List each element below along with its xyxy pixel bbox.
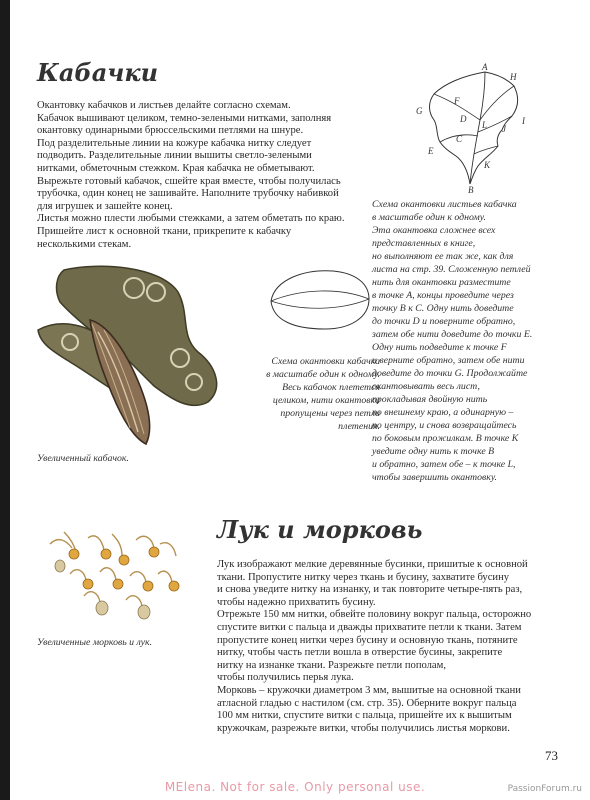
leaf-diagram-caption: Схема окантовки листьев кабачка в масштабе один к одному. Эта окантовка сложнее всех представленных в книге, но выполняют ее так же, как для листа на стр. 39. Сложенную петлей нить для окантовки разместите в точке А, концы проведите через точку В к С. Одну нить доведите до точки D и поверните обратно, затем обе нити доведите до точки Е. Одну нить подведите к точке F и верните обратно, затем обе нити доведите до точки G. Продолжайте окантовывать весь лист, прокладывая двойную нить по внешнему краю, а одинарную – по центру, и снова возвращайтесь по боковым прожилкам. В точке К уведите одну нить к точке В и обратно, затем обе – к точке L, чтобы завершить окантовку. — [372, 199, 533, 483]
section-title-onion-carrot: Лук и морковь — [217, 515, 423, 544]
zucchini-lace-photo — [30, 262, 230, 450]
page-number: 73 — [545, 748, 558, 763]
leaf-label-c: C — [456, 134, 463, 144]
leaf-label-f: F — [454, 96, 460, 106]
site-watermark: PassionForum.ru — [507, 784, 582, 794]
leaf-label-e: E — [428, 146, 434, 156]
leaf-label-d: D — [460, 114, 467, 124]
leaf-label-b: B — [468, 185, 474, 194]
leaf-label-j: J — [502, 124, 506, 134]
section-body-zucchini: Окантовку кабачков и листьев делайте согласно схемам. Кабачок вышивают целиком, темно-зелеными нитками, заполняя окантовку одинарными брюссельскими петлями на шнуре. Под разделительные линии на кожуре кабачка нитку следует подводить. Разделительные линии вышиты светло-зелеными нитками, обметочным стежком. Края кабачка не обметывают. Вырежьте готовый кабачок, сшейте края вместе, чтобы получилась трубочка, один конец не зашивайте. Наполните трубочку набивкой для игрушек и зашейте конец. Листья можно плести любыми стежками, а затем обметать по краю. Пришейте лист к основной ткани, прикрепите к кабачку несколькими стекам. — [37, 100, 345, 250]
leaf-outline-diagram — [410, 62, 550, 194]
leaf-label-a: A — [482, 62, 488, 72]
zucchini-diagram-caption: Схема окантовки кабачка в масштабе один к одному. Весь кабачок плетется целиком, нити окантовки пропущены через петли плетения. — [266, 356, 380, 432]
carrots-photo-caption: Увеличенные морковь и лук. — [37, 637, 153, 648]
zucchini-outline-diagram — [265, 265, 375, 335]
watermark: MElena. Not for sale. Only personal use. — [164, 780, 426, 794]
leaf-label-h: H — [510, 72, 517, 82]
leaf-label-k: K — [484, 160, 491, 170]
page-spine-edge — [0, 0, 10, 800]
carrots-onions-photo — [40, 522, 200, 628]
section-title-zucchini: Кабачки — [37, 58, 159, 87]
leaf-label-g: G — [416, 106, 423, 116]
section-body-onion-carrot: Лук изображают мелкие деревянные бусинки, пришитые к основной ткани. Пропустите нитку через ткань и бусину, захватите бусину и снова уведите нитку на изнанку, и так повторите четыре-пять раз, чтобы надежно прихватить бусину. Отрежьте 150 мм нитки, обвейте половину вокруг пальца, осторожно спустите витки с пальца и дважды прихватите петли к ткани. Затем пропустите конец нитки через бусину и основную ткань, потяните нитку, чтобы часть петли вошла в отверстие бусины, закрепите нитку на изнанке ткани. Разрежьте петли пополам, чтобы получились перья лука. Морковь – кружочки диаметром 3 мм, вышитые на основной ткани атласной гладью с настилом (см. стр. 35). Оберните вокруг пальца 100 мм нитки, спустите витки с пальца, пришейте их к вышитым кружочкам, разрежьте витки, чтобы получились листья моркови. — [217, 559, 532, 734]
leaf-label-i: I — [522, 116, 525, 126]
zucchini-photo-caption: Увеличенный кабачок. — [37, 453, 129, 464]
leaf-label-l: L — [482, 120, 488, 130]
